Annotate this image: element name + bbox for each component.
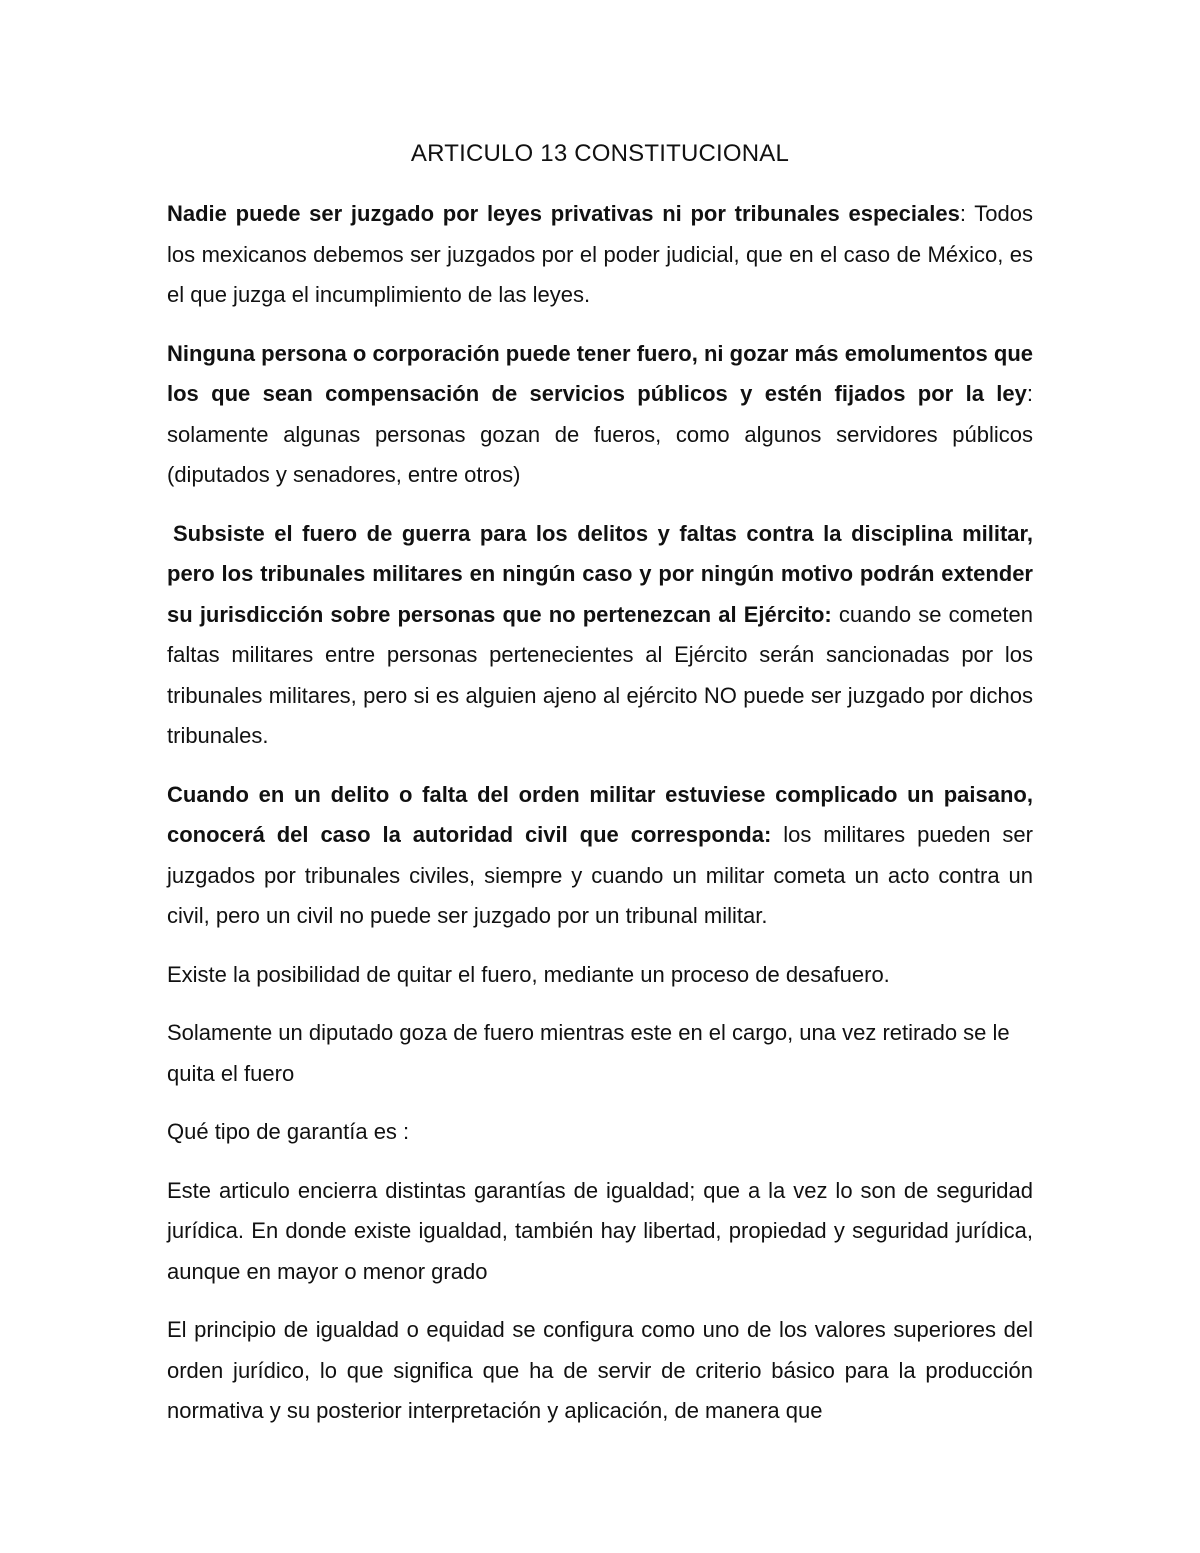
paragraph-text: cuando se cometen faltas militares entre personas pertenecientes al Ejército serán sancionadas por los tribunales militares, pero si es alguien ajeno al ejército NO puede ser juzgado por dichos tribunales. [167,601,1033,748]
paragraph-lead: Cuando en un delito o falta del orden militar estuviese complicado un paisano, conocerá del caso la autoridad civil que corresponda: [167,781,1033,847]
paragraph-text: los militares pueden ser juzgados por tribunales civiles, siempre y cuando un militar cometa un acto contra un civil, pero un civil no puede ser juzgado por un tribunal militar. [167,822,1033,928]
paragraph-text: Existe la posibilidad de quitar el fuero, mediante un proceso de desafuero. [167,961,890,987]
paragraph-text: Qué tipo de garantía es : [167,1119,410,1144]
paragraph-text: : solamente algunas personas gozan de fueros, como algunos servidores públicos (diputados y senadores, entre otros) [167,381,1033,487]
paragraph-fuero [167,334,1033,496]
paragraph-lead: Nadie puede ser juzgado por leyes privativas ni por tribunales especiales [167,201,960,226]
paragraph-desafuero [167,955,1033,996]
paragraph-lead: Subsiste el fuero de guerra para los delitos y faltas contra la disciplina militar, pero los tribunales militares en ningún caso y por ningún motivo podrán extender su jurisdicción sobre personas que no pertenezcan al Ejército: [167,520,1033,627]
paragraph-diputado [167,1013,1033,1094]
paragraph-tribunales-especiales [167,194,1033,316]
paragraph-lead: Ninguna persona o corporación puede tener fuero, ni gozar más emolumentos que los que sean compensación de servicios públicos y estén fijados por la ley [167,340,1033,406]
paragraph-tipo-garantia [167,1112,1033,1153]
paragraph-igualdad [167,1171,1033,1293]
paragraph-fuero-de-guerra [167,514,1033,757]
paragraph-paisano [167,775,1033,937]
paragraph-text: Solamente un diputado goza de fuero mientras este en el cargo, una vez retirado se le quita el fuero [167,1020,1010,1086]
document-title: ARTICULO 13 CONSTITUCIONAL [410,140,790,167]
paragraph-text: Este articulo encierra distintas garantías de igualdad; que a la vez lo son de seguridad jurídica. En donde existe igualdad, también hay libertad, propiedad y seguridad jurídica, aunque en mayor o menor grado [167,1177,1033,1284]
paragraph-text: : Todos los mexicanos debemos ser juzgados por el poder judicial, que en el caso de México, es el que juzga el incumplimiento de las leyes. [167,201,1033,307]
paragraph-principio-igualdad [167,1310,1033,1432]
paragraph-text: El principio de igualdad o equidad se configura como uno de los valores superiores del orden jurídico, lo que significa que ha de servir de criterio básico para la producción normativa y su posterior interpretación y aplicación, de manera que [167,1317,1033,1423]
